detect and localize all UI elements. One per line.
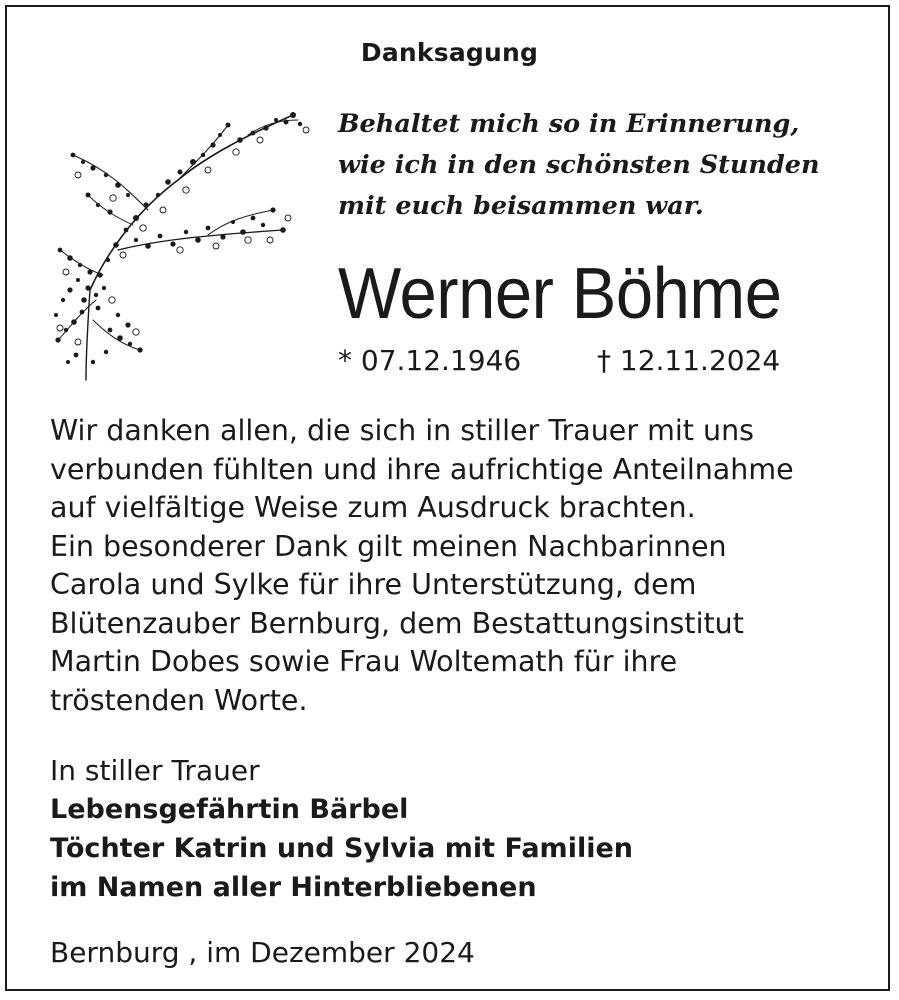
thanks-paragraph: [50, 412, 880, 720]
death-date: † 12.11.2024: [597, 344, 781, 377]
quote-line: wie ich in den schönsten Stunden: [338, 150, 820, 180]
thanks-line: Blütenzauber Bernburg, dem Bestattungsinstitut: [50, 606, 744, 640]
quote-line: mit euch beisammen war.: [338, 191, 704, 221]
deceased-name: Werner Böhme: [338, 254, 782, 334]
thanks-line: auf vielfältige Weise zum Ausdruck brachten.: [50, 491, 696, 524]
mourner-line: Töchter Katrin und Sylvia mit Familien: [50, 833, 633, 864]
mourning-intro: In stiller Trauer: [50, 754, 260, 787]
memorial-quote: [338, 104, 878, 227]
mourner-line: Lebensgefährtin Bärbel: [50, 794, 409, 825]
mourner-line: im Namen aller Hinterbliebenen: [50, 872, 537, 903]
thanks-line: Wir danken allen, die sich in stiller Trauer mit uns: [50, 414, 754, 447]
thanks-line: Ein besonderer Dank gilt meinen Nachbarinnen: [50, 529, 727, 563]
thanks-line: Martin Dobes sowie Frau Woltemath für ihre: [50, 645, 678, 678]
notice-heading: Danksagung: [360, 38, 539, 67]
quote-line: Behaltet mich so in Erinnerung,: [338, 109, 800, 139]
flowering-branch-icon: [48, 100, 318, 390]
thanks-line: Carola und Sylke für ihre Unterstützung, dem: [50, 568, 697, 601]
thanks-line: verbunden fühlten und ihre aufrichtige Anteilnahme: [50, 452, 794, 486]
mourners-list: [50, 790, 633, 907]
birth-date: * 07.12.1946: [338, 344, 522, 377]
thanks-line: tröstenden Worte.: [50, 683, 308, 717]
place-date-line: Bernburg , im Dezember 2024: [50, 936, 475, 969]
